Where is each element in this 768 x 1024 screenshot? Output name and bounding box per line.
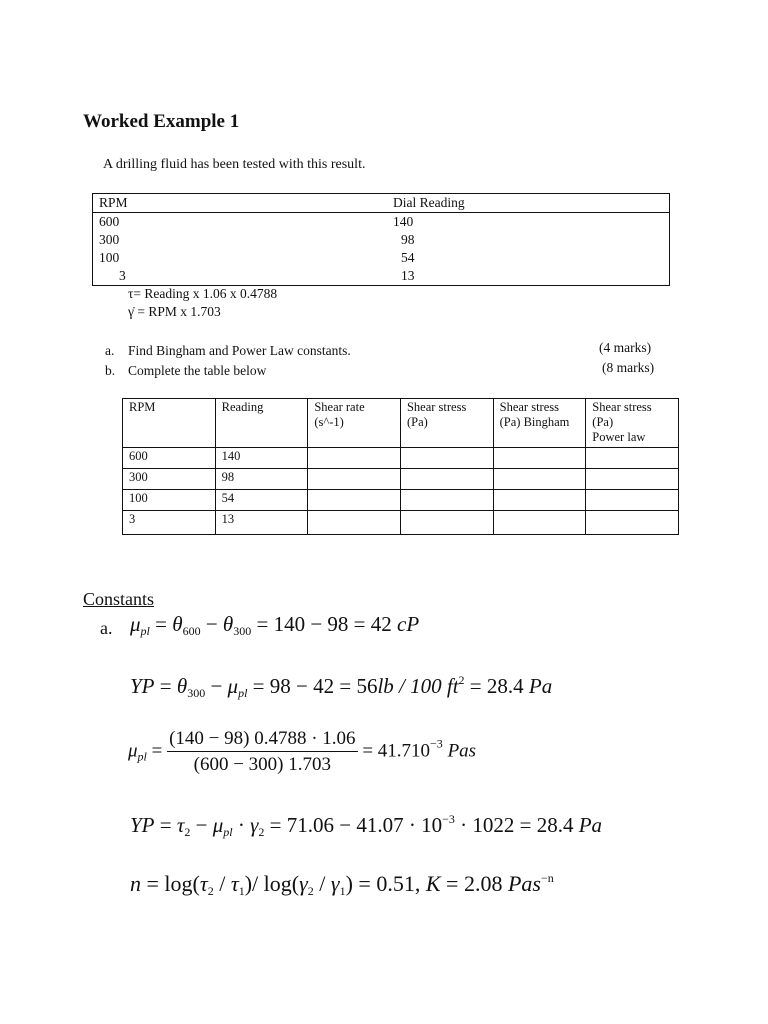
answer-table-row <box>123 469 679 490</box>
bingham-cell <box>493 448 586 469</box>
reading-cell: 98 <box>215 469 308 490</box>
equation-plastic-viscosity: $\mu_{pl} = \theta 600 - \theta 300 = 140 - 98 = 42$ cP <box>130 612 420 638</box>
table-row <box>93 249 670 267</box>
rpm-cell: 3 <box>119 268 126 283</box>
rpm-cell: 600 <box>99 214 120 229</box>
reading-cell: 98 <box>401 232 415 247</box>
table-row <box>93 231 670 249</box>
reading-cell: 13 <box>401 268 415 283</box>
col-header-dial-reading: Dial Reading <box>393 194 670 213</box>
reading-cell: 13 <box>215 511 308 535</box>
col-header-reading: Reading <box>215 399 308 448</box>
shear-rate-formula: γ̇ = RPM x 1.703 <box>128 304 221 319</box>
bingham-cell <box>493 490 586 511</box>
question-a-text: Find Bingham and Power Law constants. <box>128 343 351 358</box>
rpm-cell: 600 <box>123 448 216 469</box>
col-header-rpm: RPM <box>93 194 394 213</box>
col-header-shear-stress-power-law: Shear stress (Pa) Power law <box>586 399 679 448</box>
fraction-denominator: (600 − 300) 1.703 <box>193 754 332 775</box>
power-law-cell <box>586 448 679 469</box>
table-header-row <box>93 194 670 213</box>
rpm-cell: 300 <box>123 469 216 490</box>
shear-rate-cell <box>308 511 401 535</box>
tau-formula: τ= Reading x 1.06 x 0.4788 <box>128 286 278 301</box>
question-b-letter: b. <box>105 363 116 378</box>
answer-table-row <box>123 490 679 511</box>
question-b-text: Complete the table below <box>128 363 267 378</box>
rpm-cell: 3 <box>123 511 216 535</box>
equation-power-law: n = log(τ2 / τ1)/ log(γ2 / γ1) = 0.51, K = 2.08 Pas$^{-n}$ <box>130 871 554 898</box>
solution-label: a. <box>100 618 113 638</box>
question-a-letter: a. <box>105 343 115 358</box>
col-header-shear-stress-bingham: Shear stress (Pa) Bingham <box>493 399 586 448</box>
shear-rate-cell <box>308 448 401 469</box>
intro-text: A drilling fluid has been tested with this result. <box>103 157 366 172</box>
reading-cell: 54 <box>401 250 415 265</box>
fraction-numerator: (140 − 98) 0.4788 · 1.06 <box>167 728 357 752</box>
answer-table-row <box>123 511 679 535</box>
equation-yield-point-si: YP = $\tau 2 - \mu_{pl} \cdot \gamma 2 = 71.06 - 41.07 \cdot 10^{-3} \cdot 1022 = 28.4$ Pa <box>130 812 603 839</box>
power-law-cell <box>586 490 679 511</box>
col-header-shear-rate: Shear rate (s^-1) <box>308 399 401 448</box>
reading-cell: 140 <box>393 214 414 229</box>
shear-stress-cell <box>400 511 493 535</box>
col-header-shear-stress: Shear stress (Pa) <box>400 399 493 448</box>
rpm-cell: 300 <box>99 232 120 247</box>
table-row <box>93 267 670 286</box>
equation-plastic-viscosity-si: $\mu_{pl}$ = $\frac{(140 - 98) 0.4788 \cdot 1.06}{(600 - 300) 1.703}$ = $41.710^{-3}$ Pas <box>128 728 477 775</box>
power-law-cell <box>586 511 679 535</box>
shear-rate-cell <box>308 490 401 511</box>
answer-table-header-row <box>123 399 679 448</box>
reading-cell: 140 <box>215 448 308 469</box>
rpm-cell: 100 <box>123 490 216 511</box>
page-title: Worked Example 1 <box>83 111 240 132</box>
answer-table <box>122 398 679 535</box>
section-heading-constants: Constants <box>83 589 155 609</box>
power-law-cell <box>586 469 679 490</box>
bingham-cell <box>493 469 586 490</box>
fraction <box>167 728 357 776</box>
rpm-cell: 100 <box>99 250 120 265</box>
col-header-rpm: RPM <box>123 399 216 448</box>
answer-table-row <box>123 448 679 469</box>
shear-rate-cell <box>308 469 401 490</box>
question-a-marks: (4 marks) <box>599 340 652 355</box>
shear-stress-cell <box>400 448 493 469</box>
shear-stress-cell <box>400 490 493 511</box>
reading-cell: 54 <box>215 490 308 511</box>
bingham-cell <box>493 511 586 535</box>
shear-stress-cell <box>400 469 493 490</box>
table-row <box>93 213 670 232</box>
equation-yield-point: YP = $\theta 300 - \mu_{pl} = 98 - 42 = 56lb / 100$ $ft^2 = 28.4$ Pa <box>130 673 553 700</box>
test-results-table <box>92 193 670 286</box>
question-b-marks: (8 marks) <box>602 360 655 375</box>
